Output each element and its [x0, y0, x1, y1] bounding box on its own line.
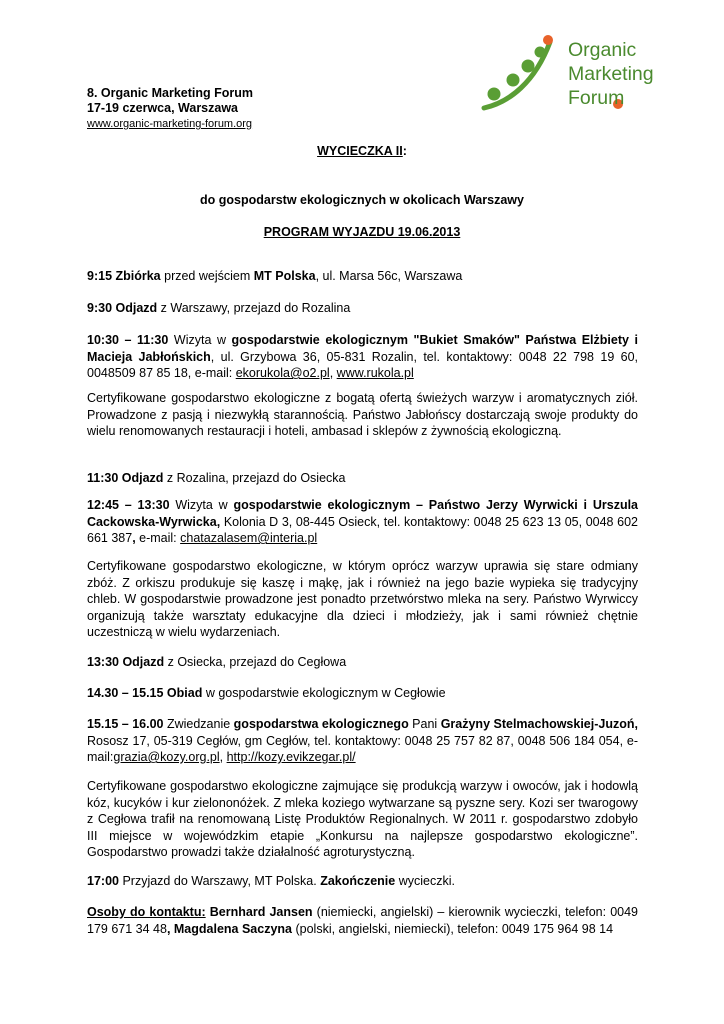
- contact-label: Osoby do kontaktu:: [87, 905, 206, 919]
- time-1130: 11:30 Odjazd: [87, 471, 164, 485]
- agenda-item-1515: [87, 716, 638, 766]
- farm-description-1: [87, 390, 638, 440]
- text: wycieczki.: [395, 874, 455, 888]
- farm-description-2: [87, 558, 638, 641]
- logo-line-3: Forum: [568, 87, 625, 109]
- time-1330: 13:30 Odjazd: [87, 655, 165, 669]
- agenda-item-1245: [87, 497, 638, 547]
- contact-info-1: (niemiecki, angielski) – kierownik wycieczki, telefon: 0049 179 671 34 48: [87, 905, 638, 936]
- farm-description-3: [87, 778, 638, 861]
- text: z Rozalina, przejazd do Osiecka: [163, 471, 346, 485]
- contact-persons: [87, 904, 638, 937]
- time-1700: 17:00: [87, 874, 119, 888]
- logo-line-1: Organic: [568, 39, 637, 61]
- trip-subtitle: do gospodarstw ekologicznych w okolicach Warszawy: [200, 193, 524, 207]
- forum-url-link[interactable]: www.organic-marketing-forum.org: [87, 118, 253, 130]
- paragraph: Certyfikowane gospodarstwo ekologiczne, w którym oprócz warzyw uprawia się stare odmiany zbóż. Z orkiszu produkuje się kaszę i mąkę, jak i również na jego bazie wypieka się tradycyjny chleb. W gospodarstwie prowadzone jest ponadto przetwórstwo mleka na sery. Państwo Wyrwiccy organizują także warsztaty edukacyjne dla dzieci i młodzieży, jak i sami również chętnie uczestniczą w wielu wydarzeniach.: [87, 559, 638, 639]
- logo-dot-3: [522, 60, 535, 73]
- email-link[interactable]: ekorukola@o2.pl: [235, 366, 330, 380]
- agenda-item-1130: [87, 470, 638, 487]
- text: Wizyta w: [169, 498, 234, 512]
- contact-text: Kolonia D 3, 08-445 Osieck, tel. kontaktowy: 0048 25 623 13 05, 0048 602 661 387: [87, 514, 638, 545]
- text: przed wejściem: [160, 269, 254, 283]
- time-1245: 12:45 – 13:30: [87, 498, 170, 512]
- time-1515: 15.15 – 16.00: [87, 717, 164, 731]
- logo-text: [568, 38, 654, 110]
- logo-dot-4: [535, 47, 546, 58]
- contact-name-2: , Magdalena Saczyna: [166, 921, 293, 936]
- email-link[interactable]: grazia@kozy.org.pl: [113, 750, 220, 764]
- website-link[interactable]: http://kozy.evikzegar.pl/: [226, 750, 356, 764]
- agenda-item-0915: [87, 268, 638, 285]
- email-link[interactable]: chatazalasem@interia.pl: [180, 531, 318, 545]
- logo-dot-2: [507, 74, 520, 87]
- end-label: Zakończenie: [320, 874, 396, 888]
- email-label: e-mail:: [135, 531, 181, 545]
- text: Zwiedzanie: [163, 717, 234, 731]
- agenda-item-1030: [87, 332, 638, 382]
- text: w gospodarstwie ekologicznym w Cegłowie: [202, 686, 446, 700]
- text: z Osiecka, przejazd do Cegłowa: [164, 655, 347, 669]
- agenda-item-1700: [87, 873, 638, 890]
- agenda-item-1330: [87, 654, 638, 671]
- trip-title-text: WYCIECZKA II: [317, 144, 403, 158]
- logo-dot-5: [543, 35, 553, 45]
- text: Przyjazd do Warszawy, MT Polska.: [118, 874, 321, 888]
- contact-name-1: Bernhard Jansen: [209, 905, 313, 919]
- trip-title: [87, 144, 637, 158]
- farm-label: gospodarstwa ekologicznego: [233, 717, 409, 731]
- agenda-item-0930: [87, 300, 638, 317]
- text: z Warszawy, przejazd do Rozalina: [157, 301, 351, 315]
- time-1030: 10:30 – 11:30: [87, 333, 169, 347]
- forum-name: 8. Organic Marketing Forum: [87, 86, 254, 100]
- farm-owner: Grażyny Stelmachowskiej-Juzoń,: [440, 717, 638, 731]
- time-0915: 9:15 Zbiórka: [87, 269, 161, 283]
- paragraph: Certyfikowane gospodarstwo ekologiczne z bogatą ofertą świeżych warzyw i aromatycznych ziół. Prowadzone z pasją i niezwykłą starannością. Państwo Jabłońscy dostarczają swoje produkty do wielu renomowanych restauracji i hoteli, ambasad i sklepów z żywnością ekologiczną.: [87, 391, 638, 438]
- forum-dates: 17-19 czerwca, Warszawa: [87, 101, 239, 115]
- paragraph: Certyfikowane gospodarstwo ekologiczne zajmujące się produkcją warzyw i owoców, jak i hodowlą kóz, kucyków i kur zielononóżek. Z mleka koziego wytwarzane są pyszne sery. Kozi ser twarogowy z Cegłowa trafił na renomowaną Listę Produktów Regionalnych. W 2011 r. gospodarstwo zdobyło III miejsce w wojewódzkim etapie „Konkursu na najlepsze gospodarstwo ekologiczne”. Gospodarstwo prowadzi także działalność agroturystyczną.: [87, 779, 638, 859]
- event-header: [87, 86, 253, 132]
- farm-name: gospodarstwie ekologicznym – Państwo Jerzy Wyrwicki i Urszula Cackowska-Wyrwicka,: [87, 498, 638, 529]
- time-1430: 14.30 – 15.15 Obiad: [87, 686, 203, 700]
- logo-dot-1: [488, 88, 501, 101]
- contact-text: Rososz 17, 05-319 Cegłów, gm Cegłów, tel. kontaktowy: 0048 25 757 82 87, 0048 506 184 054, e-mail:: [87, 733, 638, 764]
- trip-title-colon: :: [402, 144, 407, 158]
- agenda-item-1430: [87, 685, 638, 702]
- address: , ul. Marsa 56c, Warszawa: [315, 269, 463, 283]
- venue: MT Polska: [253, 269, 316, 283]
- contact-info-2: (polski, angielski, niemiecki), telefon: 0049 175 964 98 14: [292, 921, 614, 936]
- logo-line-2: Marketing: [568, 63, 654, 85]
- sep: ,: [219, 750, 227, 764]
- comma: ,: [132, 531, 136, 545]
- text: Wizyta w: [168, 333, 232, 347]
- program-heading: PROGRAM WYJAZDU 19.06.2013: [263, 225, 461, 239]
- time-0930: 9:30 Odjazd: [87, 301, 158, 315]
- contact-text: , ul. Grzybowa 36, 05-831 Rozalin, tel. kontaktowy: 0048 22 798 19 60, 0048509 87 85 18, e-mail:: [87, 349, 638, 380]
- website-link[interactable]: www.rukola.pl: [336, 366, 414, 380]
- farm-name: gospodarstwie ekologicznym "Bukiet Smaków" Państwa Elżbiety i Macieja Jabłońskich: [87, 333, 638, 364]
- text: Pani: [408, 717, 441, 731]
- sep: ,: [329, 366, 337, 380]
